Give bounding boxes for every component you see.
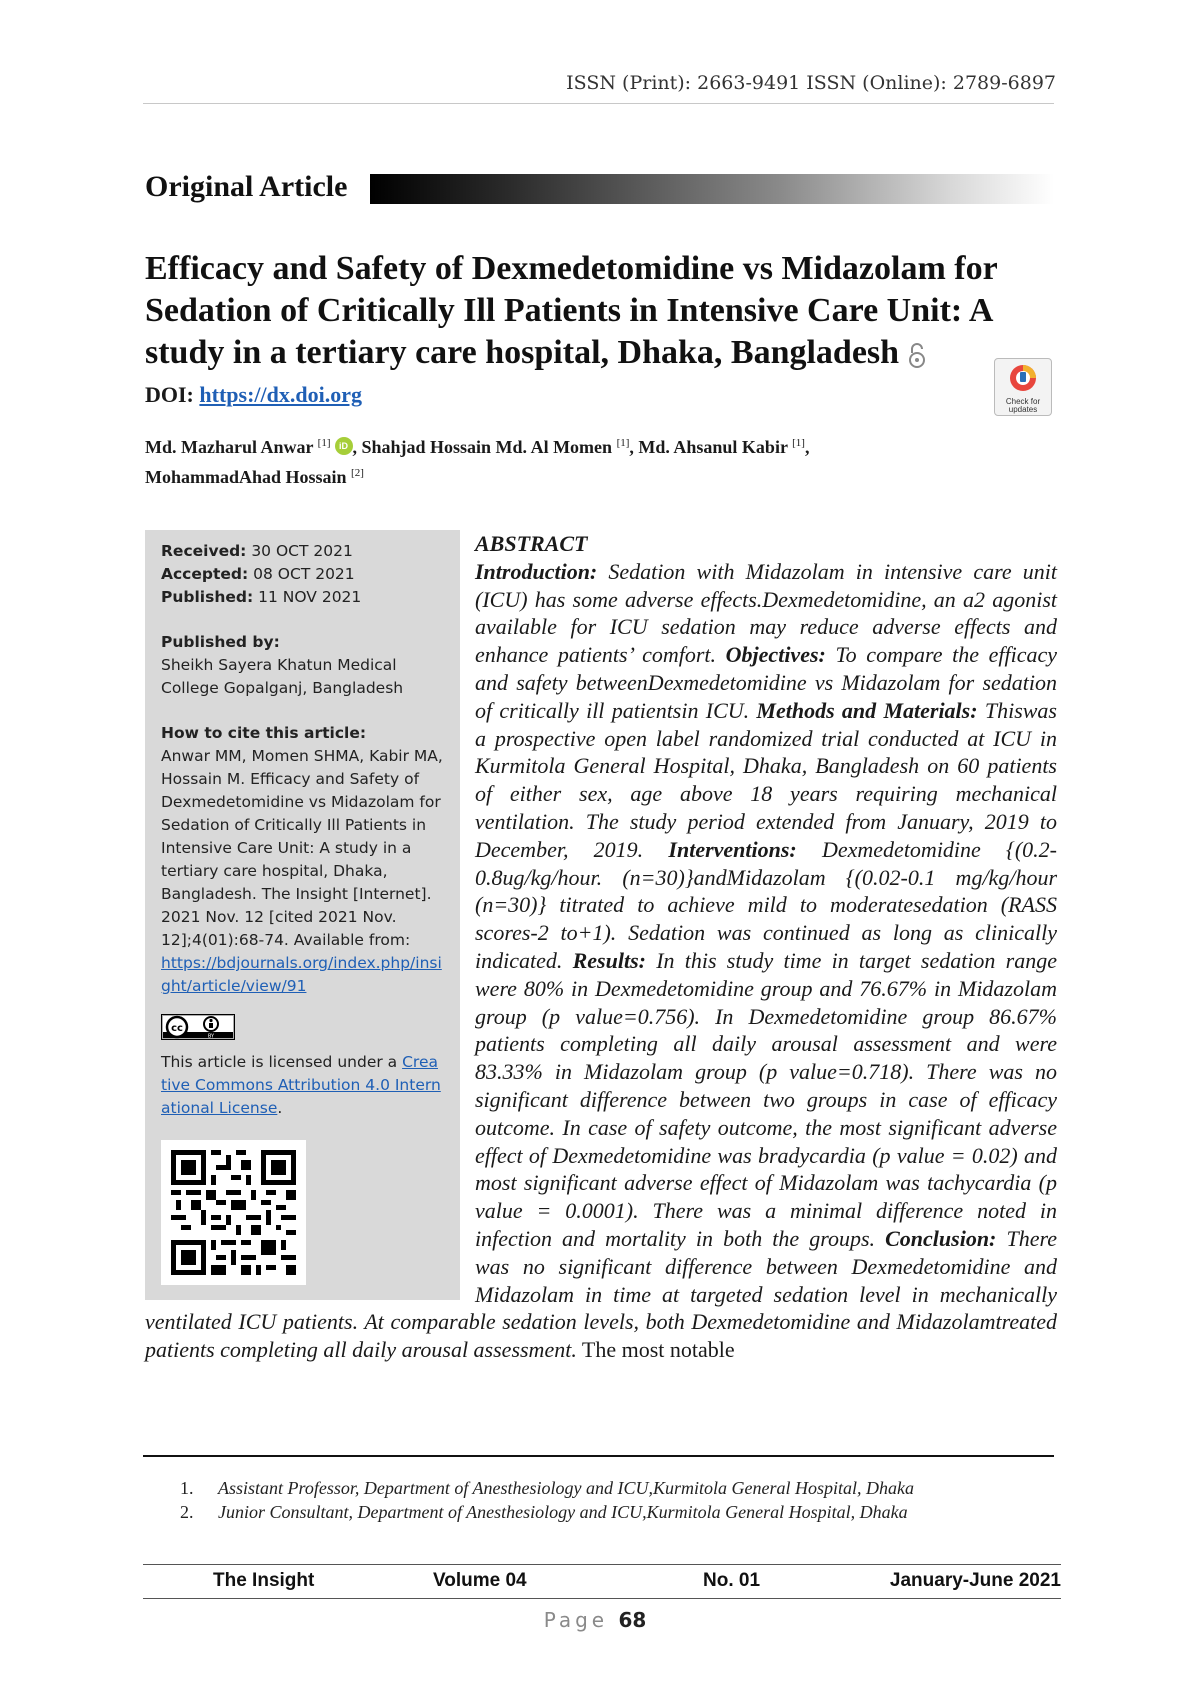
footer-top-rule xyxy=(143,1564,1061,1565)
trailing-text: The most notable xyxy=(576,1337,735,1363)
objectives-label: Objectives: xyxy=(725,642,826,668)
author-3: , Md. Ahsanul Kabir xyxy=(629,437,788,457)
doi-link[interactable]: https://dx.doi.org xyxy=(199,382,362,407)
check-for-updates-badge[interactable] xyxy=(994,358,1052,416)
methods-text: Thiswas a prospective open label randomized trial conducted at ICU in Kurmitola General Hospital, Dhaka, Bangladesh on 60 patients of either sex, age above 18 years requiring mechanical ventilation. The study period extended from January, 2019 to December, 2019. xyxy=(475,697,1057,862)
article-type-gradient-bar xyxy=(370,174,1054,204)
objectives-text: To compare the efficacy and safety betweenDexmedetomidine vs Midazolam for sedation of critically ill patientsin ICU. xyxy=(475,642,1057,723)
author-3-affiliation: [1] xyxy=(792,437,805,449)
conclusion-label: Conclusion: xyxy=(885,1225,997,1251)
intro-text: Sedation with Midazolam in intensive care unit (ICU) has some adverse effects.Dexmedetomidine, an a2 agonist available for ICU sedation may reduce adverse effects and enhance patients’ comfort. xyxy=(475,558,1057,668)
author-4: MohammadAhad Hossain xyxy=(145,467,347,487)
article-title xyxy=(145,248,1060,374)
interventions-label: Interventions: xyxy=(668,836,797,862)
orcid-icon[interactable]: iD xyxy=(335,437,353,455)
footer-number: No. 01 xyxy=(703,1570,761,1591)
citation-link[interactable]: https://bdjournals.org/index.php/insight/article/view/91 xyxy=(161,954,442,995)
footer-period: January-June 2021 xyxy=(889,1570,1061,1591)
results-label: Results: xyxy=(572,947,646,973)
license-text: This article is licensed under a xyxy=(161,1053,398,1071)
license-link[interactable]: Creative Commons Attribution 4.0 International License xyxy=(161,1053,441,1117)
license-end: . xyxy=(277,1099,283,1117)
svg-text:BY: BY xyxy=(207,1033,215,1040)
published-label: Published: xyxy=(161,588,254,606)
author-2: , Shahjad Hossain Md. Al Momen xyxy=(352,437,613,457)
open-access-lock-icon xyxy=(907,341,927,369)
accepted-label: Accepted: xyxy=(161,565,249,583)
footnote-number: 1. xyxy=(180,1478,194,1498)
check-for-updates-icon xyxy=(1008,363,1038,393)
doi-label: DOI: xyxy=(145,382,194,407)
footnote-text: Assistant Professor, Department of Anesthesiology and ICU,Kurmitola General Hospital, Dhaka xyxy=(218,1478,914,1498)
results-text: In this study time in target sedation range were 80% in Dexmedetomidine group and 76.67% in Midazolam group (p value=0.756). In Dexmedetomidine group 86.67% patients completing all daily arousal assessment and were 83.33% in Midazolam group (p value=0.718). There was no significant difference between two groups in case of efficacy outcome. In case of safety outcome, the most significant adverse effect of Dexmedetomidine was bradycardia (p value = 0.02) and most significant adverse effect of Midazolam was tachycardia (p value = 0.0001). There was a minimal difference noted in infection and mortality in both the groups. xyxy=(475,947,1057,1251)
article-title-text: Efficacy and Safety of Dexmedetomidine vs Midazolam for Sedation of Critically Ill Patients in Intensive Care Unit: A study in a tertiary care hospital, Dhaka, Bangladesh xyxy=(145,250,998,371)
svg-text:cc: cc xyxy=(171,1023,183,1034)
footnote-text: Junior Consultant, Department of Anesthesiology and ICU,Kurmitola General Hospital, Dhaka xyxy=(218,1502,908,1522)
published-value: 11 NOV 2021 xyxy=(258,588,362,606)
issn-header: ISSN (Print): 2663-9491 ISSN (Online): 2789-6897 xyxy=(566,72,1056,94)
footnote-item xyxy=(180,1476,914,1500)
publisher-name: Sheikh Sayera Khatun Medical College Gopalganj, Bangladesh xyxy=(161,656,404,697)
abstract-heading: ABSTRACT xyxy=(475,531,588,556)
page-number-value: 68 xyxy=(618,1608,647,1632)
received-value: 30 OCT 2021 xyxy=(251,542,353,560)
author-2-affiliation: [1] xyxy=(616,437,630,449)
conclusion-text: There was no significant difference between Dexmedetomidine and Midazolam in time at targeted sedation level in mechanically ventilated ICU patients. At comparable sedation levels, both Dexmedetomidine and Midazolamtreated patients completing all daily arousal assessment. xyxy=(145,1225,1057,1363)
check-badge-line2: updates xyxy=(1008,405,1038,414)
author-4-affiliation: [2] xyxy=(351,467,364,479)
author-list xyxy=(145,430,1045,490)
abstract-body xyxy=(145,530,1057,1364)
received-label: Received: xyxy=(161,542,247,560)
footer-bottom-rule xyxy=(143,1598,1061,1599)
author-1: Md. Mazharul Anwar xyxy=(145,437,314,457)
doi-line xyxy=(145,382,362,408)
header-divider xyxy=(143,103,1054,104)
footnote-divider xyxy=(143,1455,1054,1457)
cite-label: How to cite this article: xyxy=(161,724,367,742)
page-label: Page xyxy=(543,1608,609,1632)
journal-footer xyxy=(143,1568,1061,1598)
intro-label: Introduction: xyxy=(475,558,598,584)
article-type-label: Original Article xyxy=(145,170,348,203)
footer-journal: The Insight xyxy=(213,1570,315,1591)
interventions-text: Dexmedetomidine {(0.2-0.8ug/kg/hour. (n=30)}andMidazolam {(0.02-0.1 mg/kg/hour (n=30)} titrated to achieve mild to moderatesedation (RASS scores-2 to+1). Sedation was continued as long as clinically indicated. xyxy=(475,836,1057,973)
page-number xyxy=(0,1608,1190,1632)
author-1-affiliation: [1] xyxy=(317,437,331,449)
footnote-number: 2. xyxy=(180,1502,194,1522)
methods-label: Methods and Materials: xyxy=(756,697,978,723)
accepted-value: 08 OCT 2021 xyxy=(253,565,355,583)
published-by-label: Published by: xyxy=(161,633,280,651)
footnote-item xyxy=(180,1500,914,1524)
citation-text: Anwar MM, Momen SHMA, Kabir MA, Hossain M. Efficacy and Safety of Dexmedetomidine vs Midazolam for Sedation of Critically Ill Patients in Intensive Care Unit: A study in a tertiary care hospital, Dhaka, Bangladesh. The Insight [Internet]. 2021 Nov. 12 [cited 2021 Nov. 12];4(01):68-74. Available from: xyxy=(161,747,443,949)
check-badge-line1: Check for xyxy=(1005,397,1041,406)
author-3-separator: , xyxy=(804,437,810,457)
affiliation-footnotes xyxy=(180,1476,914,1524)
footer-volume: Volume 04 xyxy=(433,1570,527,1591)
